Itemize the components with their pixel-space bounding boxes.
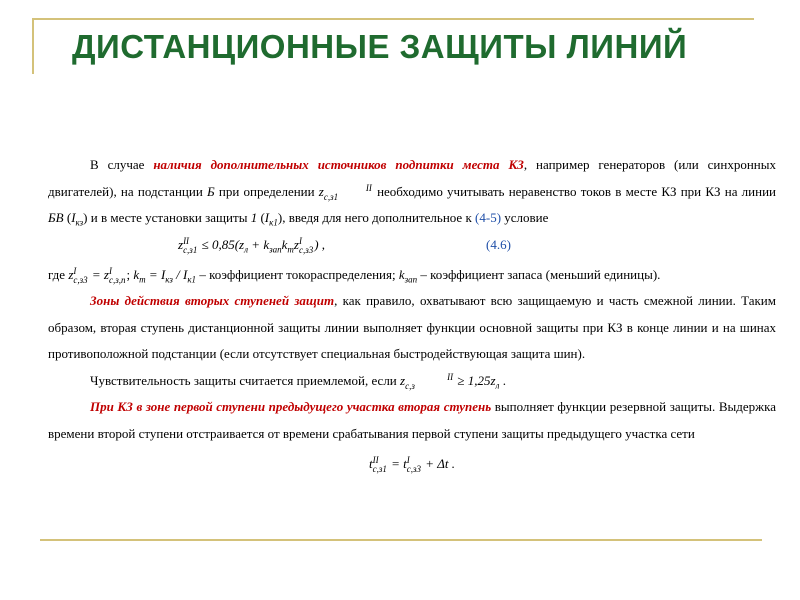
text-run: Чувствительность защиты считается приемлемой, если [90, 372, 401, 388]
paragraph-1: В случае наличия дополнительных источников подпитки места КЗ, например генераторов (или синхронных двигателей), на подстанции Б при определении z II c,з1 необходимо учитывать неравенство токов в месте КЗ при КЗ на линии БВ $(I_{кз})$ и в месте установки защиты 1 $(I_{к1})$, введя для него дополнительное к (4-5) условие [48, 157, 776, 228]
highlight-text: При КЗ в зоне первой ступени предыдущего участка вторая ступень [90, 399, 492, 414]
formula-time: tII c,з1 = tI c,з3 + Δt . [368, 455, 456, 475]
text-run: где [48, 266, 69, 282]
slide-body [48, 152, 776, 481]
inline-formula-z-cz1: z II c,з1 [318, 182, 372, 202]
text-run: БВ [48, 210, 64, 225]
text-run: Б [207, 183, 215, 199]
inline-formula-kt: $k_т = I_{кз} / I_{к1}$ [133, 266, 197, 285]
frame-bottom-line [40, 539, 762, 541]
formula-4-6: zII $c,з1 \le 0,85(z_л + k_{зап}k_тzI$ c,з3) , [178, 235, 326, 255]
text-run: – коэффициент токораспределения; [196, 266, 399, 282]
text-run: необходимо учитывать неравенство токов в месте КЗ при КЗ на линии [372, 183, 776, 199]
frame-left-line [32, 18, 34, 74]
text-run: условие [501, 210, 549, 225]
paragraph-2 [48, 262, 776, 289]
frame-top-line [32, 18, 754, 20]
inline-formula-zcz3: zI c,з3 = zI c,з,п [68, 265, 126, 285]
text-run: ; [126, 266, 134, 282]
inline-formula-ikz: $I_{кз}$ [71, 210, 84, 228]
text-run: 1 [250, 210, 258, 225]
highlight-text: наличия дополнительных источников подпитки места КЗ [153, 157, 524, 172]
paragraph-3 [48, 288, 776, 368]
text-run: и в месте установки защиты [87, 210, 251, 225]
inline-formula-sensitivity: z II $c,з \ge 1,25z_л$ [400, 371, 500, 391]
text-run: , например генераторов (или синхронных двигателей), на подстанции [48, 157, 776, 199]
formula-number: (4.6) [486, 236, 511, 252]
slide-title: ДИСТАНЦИОННЫЕ ЗАЩИТЫ ЛИНИЙ [72, 28, 688, 65]
text-run: выполняет функции резервной защиты. Выдержка времени второй ступени отстраивается от времени срабатывания первой ступени защиты предыдущего участка сети [48, 399, 776, 441]
formula-reference: (4-5) [475, 210, 502, 225]
inline-formula-ik1: $I_{к1}$ [264, 210, 278, 228]
paragraph-5 [48, 394, 776, 447]
text-run: , введя для него дополнительное к [282, 210, 476, 225]
formula-4-6-row [48, 232, 776, 262]
text-run: при определении [214, 183, 319, 199]
paragraph-4: Чувствительность защиты считается приемлемой, если z II $c,з \ge 1,25z_л$ . [90, 371, 506, 391]
text-run: – коэффициент запаса (меньший единицы). [417, 266, 661, 282]
text-run: В случае [90, 157, 154, 172]
text-run: , как правило, охватывают всю защищаемую и часть смежной линии. Таким образом, вторая ступень дистанционной защиты линии выполняет функции основной защиты при КЗ в конце линии и на шинах противоположной подстанции (если отсутствует специальная быстродействующая защита шин). [48, 293, 776, 361]
highlight-text: Зоны действия вторых ступеней защит [90, 293, 335, 308]
inline-formula-kzap: $k_{зап}$ [398, 266, 418, 285]
